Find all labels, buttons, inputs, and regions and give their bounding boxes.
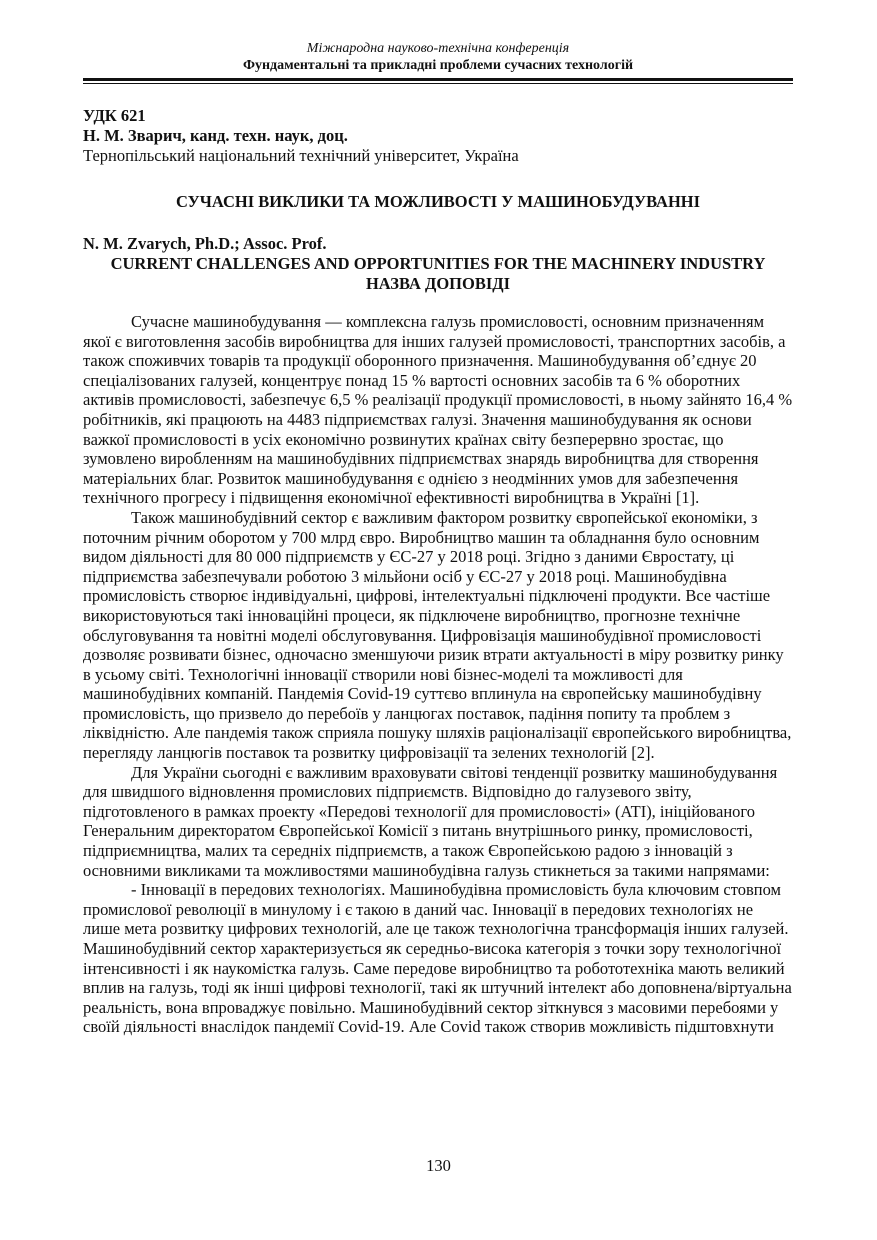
paragraph: Також машинобудівний сектор є важливим фактором розвитку європейської економіки, з поточним річним оборотом у 700 млрд євро. Виробництво машин та обладнання було основним видом діяльності для 80 000 підприємств у ЄС-27 у 2018 році. Згідно з даними Євростату, ці підприємства забезпечували роботою 3 мільйони осіб у ЄС-27 у 2018 році. Машинобудівна промисловість створює індивідуальні, цифрові, інтелектуальні підключені продукти. Все частіше використовуються такі інноваційні процеси, як підключене виробництво, прогнозне технічне обслуговування та новітні моделі обслуговування. Цифровізація машинобудівної промисловості дозволяє розвивати бізнес, одночасно зменшуючи ризик втрати актуальності в міру розвитку ринку в усьому світі. Технологічні інновації створили нові бізнес-моделі та можливості для машинобудівних компаній. Пандемія Covid-19 суттєво вплинула на європейську машинобудівну промисловість, що призвело до перебоїв у ланцюгах поставок, падіння попиту та проблем з ліквідністю. Але пандемія також сприяла пошуку шляхів раціоналізації європейського виробництва, перегляду ланцюгів поставок та розвитку цифровізації та зелених технологій [2]. (83, 507, 792, 763)
udk-code: УДК 621 (83, 106, 146, 125)
paragraph: Для України сьогодні є важливим враховувати світові тенденції розвитку машинобудування для швидшого відновлення промислових підприємств. Відповідно до галузевого звіту, підготовленого в рамках проекту «Передові технології для промисловості» (ATI), ініційованого Генеральним директоратом Європейської Комісії з питань внутрішнього ринку, промисловості, підприємництва, малих та середніх підприємств, а також Європейською радою з інновацій з основними викликами та можливостями машинобудівна галузь стикнеться за такими напрямами: (83, 762, 778, 880)
conference-name: Міжнародна науково-технічна конференція (306, 41, 570, 56)
header-rule-thick (83, 78, 793, 81)
article-body (83, 312, 793, 1037)
article-title-en: CURRENT CHALLENGES AND OPPORTUNITIES FOR THE MACHINERY INDUSTRY (110, 254, 766, 273)
affiliation: Тернопільський національний технічний університет, Україна (83, 146, 519, 165)
author-en: N. M. Zvarych, Ph.D.; Assoc. Prof. (83, 234, 327, 253)
article-meta-uk (83, 106, 793, 166)
conference-title: Фундаментальні та прикладні проблеми сучасних технологій (242, 58, 634, 73)
header-rule-thin (83, 83, 793, 84)
article-title-uk: СУЧАСНІ ВИКЛИКИ ТА МОЖЛИВОСТІ У МАШИНОБУДУВАННІ (175, 192, 701, 211)
article-title-en-sub: НАЗВА ДОПОВІДІ (365, 274, 511, 293)
page-number: 130 (426, 1156, 451, 1175)
author-uk: Н. М. Зварич, канд. техн. наук, доц. (83, 126, 348, 145)
list-item: - Інновації в передових технологіях. Машинобудівна промисловість була ключовим стовпом промислової революції в минулому і є такою в даний час. Інновації в передових технологіях не лише мета розвитку цифрових технологій, але це також технологічна трансформація інших галузей. Машинобудівний сектор характеризується як середньо-висока категорія з точки зору технологічної інтенсивності і як наукомістка галузь. Саме передове виробництво та робототехніка мають великий вплив на галузь, тоді як інші цифрові технології, такі як штучний інтелект або доповнена/віртуальна реальність, вона впроваджує повільно. Машинобудівний сектор зіткнувся з масовими перебоями у своїй діяльності внаслідок пандемії Covid-19. Але Covid також створив можливість підштовхнути (83, 880, 792, 1037)
page (83, 40, 793, 1037)
running-header (83, 40, 793, 74)
paragraph: Сучасне машинобудування — комплексна галузь промисловості, основним призначенням якої є виготовлення засобів виробництва для інших галузей промисловості, транспортних засобів, а також споживчих товарів та продукції оборонного призначення. Машинобудування об’єднує 20 спеціалізованих галузей, концентрує понад 15 % вартості основних засобів та 6 % оборотних активів промисловості, забезпечує 6,5 % реалізації продукції промисловості, в ньому зайнято 16,4 % робітників, які працюють на 4483 підприємствах галузі. Значення машинобудування як основи важкої промисловості в усіх економічно розвинутих країнах світу безперервно зростає, що зумовлено виробленням на машинобудівних підприємствах знарядь виробництва для створення матеріальних благ. Розвиток машинобудування є однією з неодмінних умов для забезпечення технічного прогресу і підвищення економічної ефективності виробництва в Україні [1]. (83, 312, 793, 508)
